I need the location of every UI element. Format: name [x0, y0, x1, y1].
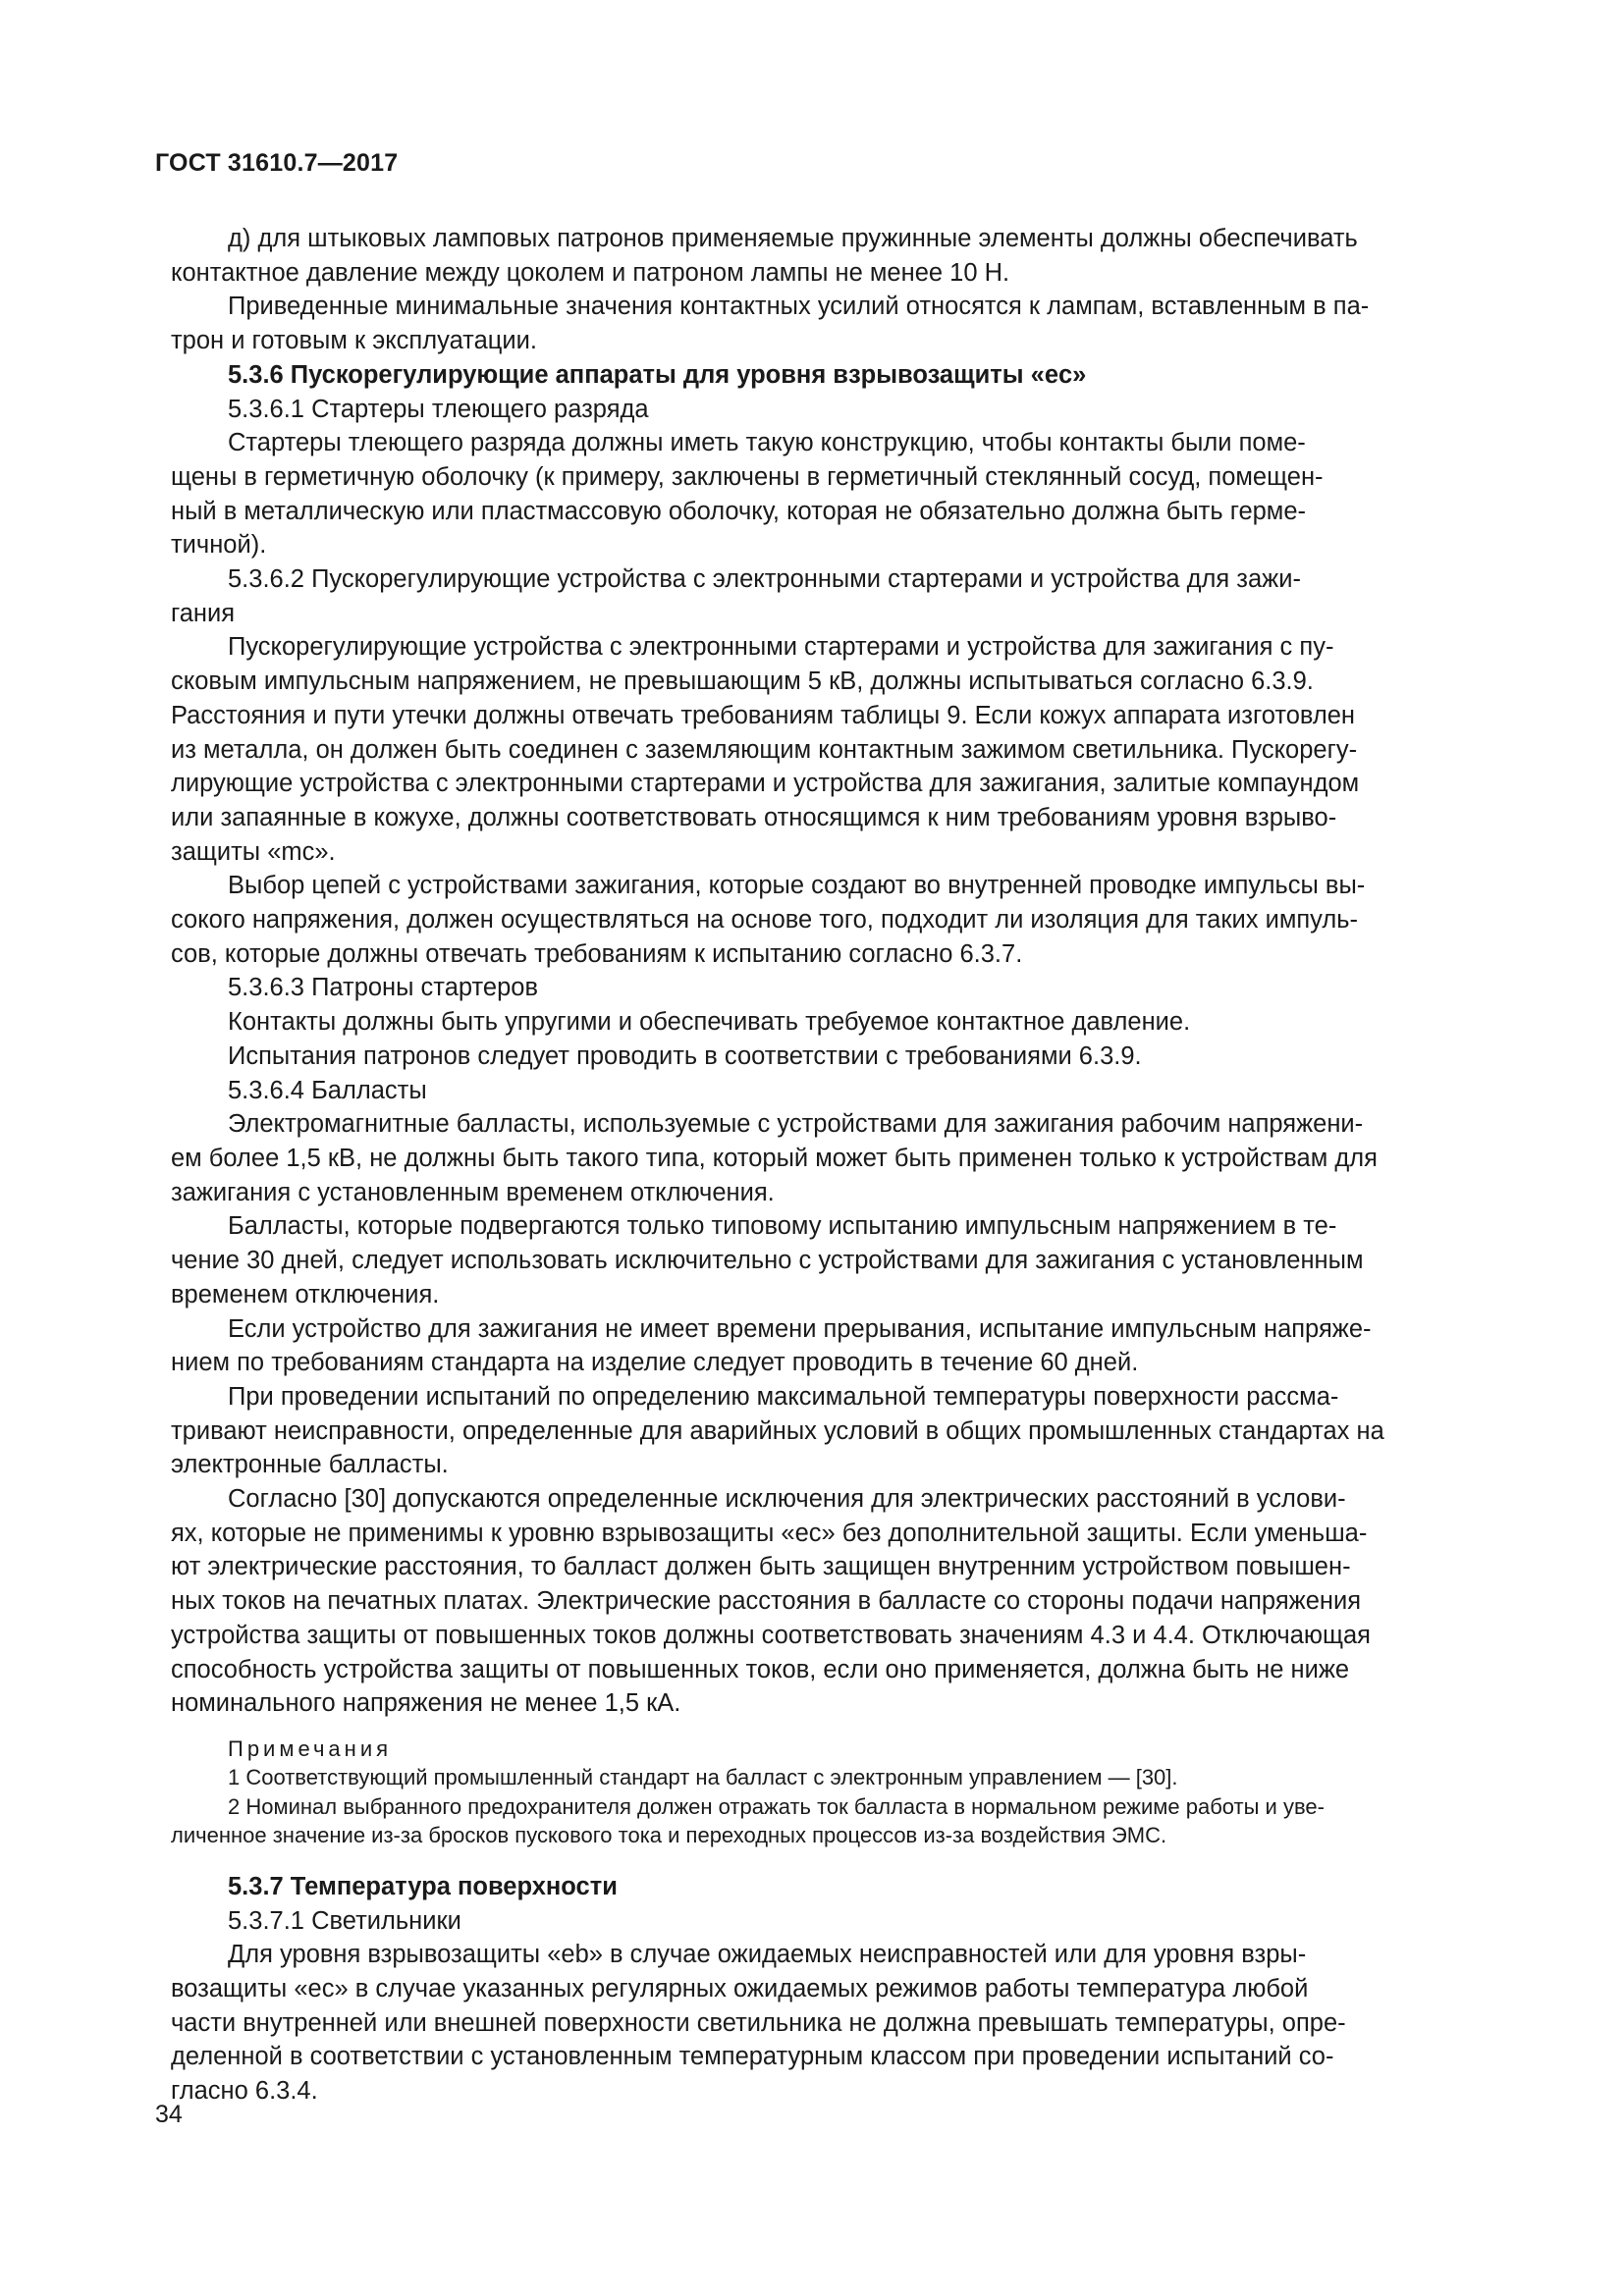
note-item: 1 Соответствующий промышленный стандарт на балласт с электронным управлением — [30]. [228, 1765, 1178, 1790]
section-heading: 5.3.7 Температура поверхности [228, 1872, 618, 1900]
page-number: 34 [155, 2101, 183, 2128]
paragraph: При проведении испытаний по определению максимальной температуры поверхности рассма- тривают неисправности, определенные для аварийных условий в общих промышленных стандартах на электронные балласты. [171, 1382, 1384, 1479]
subsection-heading: 5.3.6.1 Стартеры тлеющего разряда [228, 395, 649, 423]
notes-block [171, 1735, 1467, 1850]
notes-title: Примечания [228, 1735, 393, 1761]
subsection-heading: 5.3.6.3 Патроны стартеров [228, 974, 538, 1002]
paragraph: Стартеры тлеющего разряда должны иметь такую конструкцию, чтобы контакты были поме- щены в герметичную оболочку (к примеру, заключены в герметичный стеклянный сосуд, помещен- ный в металлическую или пластмассовую оболочку, которая не обязательно должна быть герме- тичной). [171, 429, 1324, 560]
paragraph: Согласно [30] допускаются определенные исключения для электрических расстояний в услови- ях, которые не применимы к уровню взрывозащиты «ec» без дополнительной защиты. Если уменьша- ют электрические расстояния, то балласт должен быть защищен внутренним устройством повышен- ных токов на печатных платах. Электрические расстояния в балласте со стороны подачи напряжения устройства защиты от повышенных токов должны соответствовать значениям 4.3 и 4.4. Отключающая способность устройства защиты от повышенных токов, если оно применяется, должна быть не ниже номинального напряжения не менее 1,5 кА. [171, 1485, 1371, 1718]
paragraph: Выбор цепей с устройствами зажигания, которые создают во внутренней проводке импульсы вы- сокого напряжения, должен осуществляться на основе того, подходит ли изоляция для таких импуль- сов, которые должны отвечать требованиям к испытанию согласно 6.3.7. [171, 872, 1366, 968]
paragraph: Приведенные минимальные значения контактных усилий относятся к лампам, вставленным в па- трон и готовым к эксплуатации. [171, 293, 1370, 355]
note-item: 2 Номинал выбранного предохранителя должен отражать ток балласта в нормальном режиме работы и уве- личенное значение из-за бросков пускового тока и переходных процессов из-за воздействия ЭМС. [171, 1793, 1325, 1848]
paragraph: Балласты, которые подвергаются только типовому испытанию импульсным напряжением в те- чение 30 дней, следует использовать исключительно с устройствами для зажигания с установленным временем отключения. [171, 1212, 1364, 1308]
document-body [171, 222, 1467, 2109]
section-heading: 5.3.6 Пускорегулирующие аппараты для уровня взрывозащиты «ec» [228, 360, 1087, 389]
paragraph: Испытания патронов следует проводить в соответствии с требованиями 6.3.9. [228, 1041, 1142, 1070]
subsection-heading: 5.3.6.4 Балласты [228, 1076, 427, 1104]
subsection-heading: 5.3.6.2 Пускорегулирующие устройства с электронными стартерами и устройства для зажи- гания [171, 565, 1301, 627]
subsection-heading: 5.3.7.1 Светильники [228, 1906, 461, 1935]
paragraph: Электромагнитные балласты, используемые с устройствами для зажигания рабочим напряжени- ем более 1,5 кВ, не должны быть такого типа, который может быть применен только к устройствам для зажигания с установленным временем отключения. [171, 1110, 1378, 1206]
paragraph: Контакты должны быть упругими и обеспечивать требуемое контактное давление. [228, 1008, 1191, 1037]
paragraph: Для уровня взрывозащиты «eb» в случае ожидаемых неисправностей или для уровня взры- возащиты «ec» в случае указанных регулярных ожидаемых режимов работы температура любой части внутренней или внешней поверхности светильника не должна превышать температуры, опре- деленной в соответствии с установленным температурным классом при проведении испытаний со- гласно 6.3.4. [171, 1941, 1346, 2106]
paragraph: д) для штыковых ламповых патронов применяемые пружинные элементы должны обеспечивать контактное давление между цоколем и патроном лампы не менее 10 Н. [171, 225, 1358, 287]
document-header: ГОСТ 31610.7—2017 [155, 149, 399, 177]
paragraph: Пускорегулирующие устройства с электронными стартерами и устройства для зажигания с пу- сковым импульсным напряжением, не превышающим 5 кВ, должны испытываться согласно 6.3.9. Расстояния и пути утечки должны отвечать требованиям таблицы 9. Если кожух аппарата изготовлен из металла, он должен быть соединен с заземляющим контактным зажимом светильника. Пускорегу- лирующие устройства с электронными стартерами и устройства для зажигания, залитые компаундом или запаянные в кожухе, должны соответствовать относящимся к ним требованиям уровня взрыво- защиты «mc». [171, 633, 1360, 866]
paragraph: Если устройство для зажигания не имеет времени прерывания, испытание импульсным напряже- нием по требованиям стандарта на изделие следует проводить в течение 60 дней. [171, 1314, 1372, 1377]
